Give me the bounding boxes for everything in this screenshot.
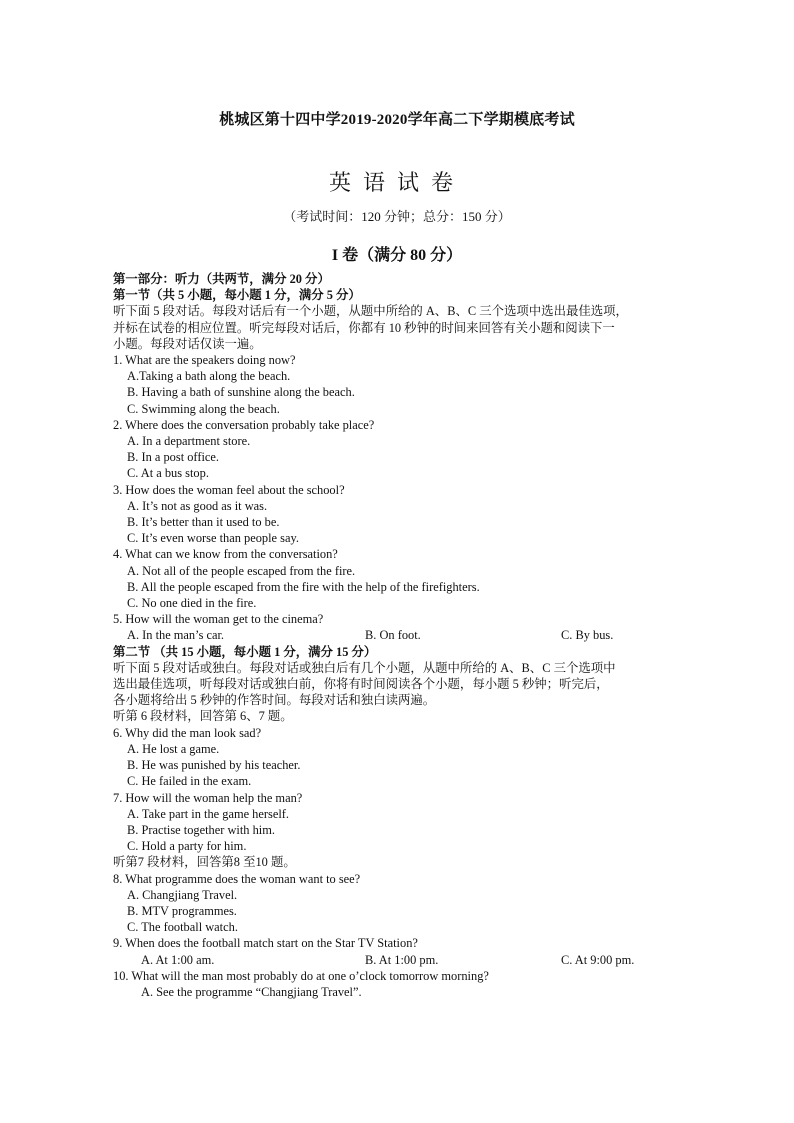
option-c: C. It’s even worse than people say.	[127, 531, 299, 546]
question-text: 4. What can we know from the conversation?	[113, 547, 338, 562]
exam-content	[113, 271, 683, 1000]
question-2	[113, 417, 683, 482]
question-5	[113, 611, 683, 643]
option-c: C. Hold a party for him.	[127, 839, 247, 854]
option-a: A. See the programme “Changjiang Travel”.	[141, 984, 362, 999]
option-a: A. Take part in the game herself.	[127, 806, 289, 821]
option-a: A. At 1:00 am.	[141, 952, 215, 967]
options-row	[113, 627, 683, 643]
question-text: 8. What programme does the woman want to see?	[113, 871, 361, 886]
option-b: B. Practise together with him.	[127, 822, 275, 837]
option-a: A. Changjiang Travel.	[127, 887, 238, 902]
question-text: 1. What are the speakers doing now?	[113, 353, 296, 368]
option-b: B. MTV programmes.	[127, 903, 237, 918]
section1-instructions: 小题。每段对话仅读一遍。	[113, 336, 262, 351]
question-text: 9. When does the football match start on the Star TV Station?	[113, 936, 418, 951]
material-note: 听第 6 段材料，回答第 6、7 题。	[113, 709, 293, 724]
section1-instructions: 并标在试卷的相应位置。听完每段对话后，你都有 10 秒钟的时间来回答有关小题和阅读下一	[113, 320, 615, 335]
volume-title: I 卷（满分 80 分）	[331, 247, 463, 264]
question-3	[113, 482, 683, 547]
option-b: B. At 1:00 pm.	[365, 952, 439, 967]
options-row	[113, 952, 683, 968]
question-1	[113, 352, 683, 417]
option-c: C. No one died in the fire.	[127, 596, 257, 611]
option-c: C. The football watch.	[127, 920, 238, 935]
question-text: 6. Why did the man look sad?	[113, 725, 262, 740]
school-title: 桃城区第十四中学2019-2020学年高二下学期模底考试	[219, 112, 575, 128]
option-b: B. In a post office.	[127, 450, 219, 465]
option-c: C. He failed in the exam.	[127, 774, 252, 789]
option-b: B. All the people escaped from the fire with the help of the firefighters.	[127, 579, 480, 594]
option-b: B. He was punished by his teacher.	[127, 758, 301, 773]
option-a: A. Not all of the people escaped from the fire.	[127, 563, 356, 578]
option-b: B. On foot.	[365, 628, 421, 643]
option-a: A. In a department store.	[127, 434, 251, 449]
section2-instructions: 听下面 5 段对话或独白。每段对话或独白后有几个小题，从题中所给的 A、B、C 三个选项中	[113, 660, 616, 675]
question-8	[113, 871, 683, 936]
section2-instructions: 各小题将给出 5 秒钟的作答时间。每段对话和独白读两遍。	[113, 693, 436, 708]
section1-title: 第一节（共 5 小题，每小题 1 分，满分 5 分）	[113, 288, 361, 303]
question-text: 2. Where does the conversation probably take place?	[113, 417, 375, 432]
question-6	[113, 725, 683, 790]
option-c: C. At a bus stop.	[127, 466, 209, 481]
question-9	[113, 935, 683, 967]
subject-title: 英语试卷	[328, 170, 465, 195]
question-text: 10. What will the man most probably do at one o’clock tomorrow morning?	[113, 968, 489, 983]
question-text: 3. How does the woman feel about the school?	[113, 482, 345, 497]
question-7	[113, 790, 683, 855]
material-note: 听第7 段材料，回答第8 至10 题。	[113, 855, 296, 870]
option-c: C. By bus.	[561, 628, 614, 643]
question-4	[113, 546, 683, 611]
option-a: A. In the man’s car.	[127, 628, 225, 643]
question-10	[113, 968, 683, 1000]
section2-instructions: 选出最佳选项，听每段对话或独白前，你将有时间阅读各个小题，每小题 5 秒钟；听完后，	[113, 677, 609, 692]
question-text: 5. How will the woman get to the cinema?	[113, 612, 324, 627]
part-title: 第一部分：听力（共两节，满分 20 分）	[113, 272, 330, 286]
option-c: C. At 9:00 pm.	[561, 952, 635, 967]
exam-info: （考试时间：120 分钟；总分：150 分）	[283, 209, 511, 224]
option-b: B. Having a bath of sunshine along the beach.	[127, 385, 355, 400]
option-a: A.Taking a bath along the beach.	[127, 369, 291, 384]
option-a: A. It’s not as good as it was.	[127, 498, 268, 513]
option-a: A. He lost a game.	[127, 741, 220, 756]
option-c: C. Swimming along the beach.	[127, 401, 280, 416]
section2-title: 第二节 （共 15 小题，每小题 1 分，满分 15 分）	[113, 644, 377, 659]
option-b: B. It’s better than it used to be.	[127, 515, 280, 530]
question-text: 7. How will the woman help the man?	[113, 790, 303, 805]
section1-instructions: 听下面 5 段对话。每段对话后有一个小题，从题中所给的 A、B、C 三个选项中选出最佳选项，	[113, 304, 628, 319]
